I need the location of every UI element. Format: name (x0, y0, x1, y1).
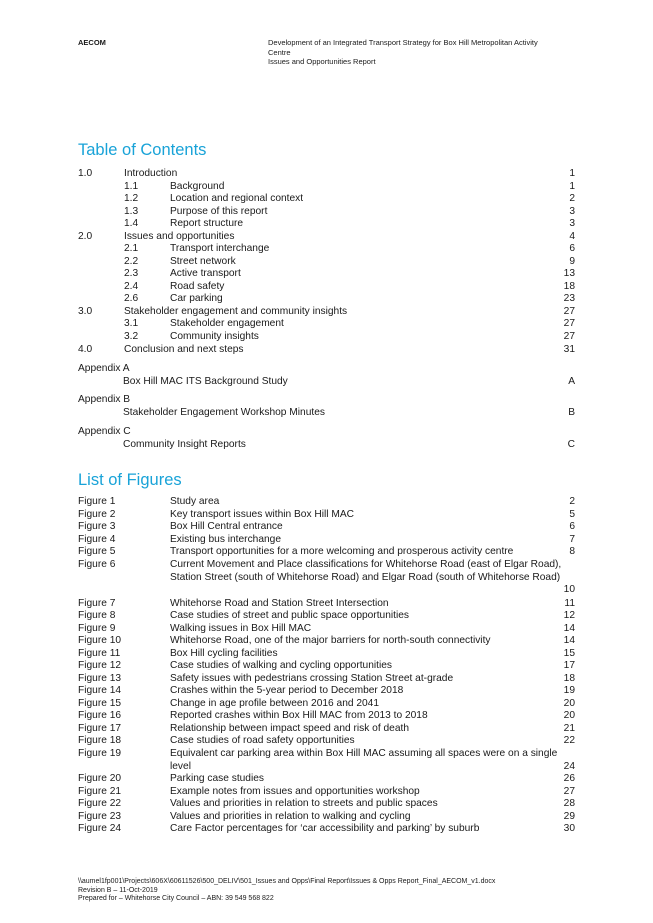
toc-entry-page: 1 (569, 168, 575, 179)
figure-title: Safety issues with pedestrians crossing Station Street at-grade (170, 673, 454, 684)
figure-page: 10 (563, 584, 575, 595)
figure-label: Figure 20 (78, 773, 122, 784)
figure-title: Case studies of street and public space opportunities (170, 610, 409, 621)
toc-entry-page: 27 (563, 306, 575, 317)
toc-subentry-number: 2.4 (124, 281, 139, 292)
figure-label: Figure 7 (78, 598, 116, 609)
toc-subentry-title: Transport interchange (170, 243, 270, 254)
toc-entry-number: 4.0 (78, 344, 93, 355)
figure-label: Figure 23 (78, 811, 122, 822)
toc-entry-page: 4 (569, 231, 575, 242)
figure-title: Whitehorse Road, one of the major barriers for north-south connectivity (170, 635, 491, 646)
appendix-page: B (568, 407, 575, 418)
toc-entry-page: 13 (563, 268, 575, 279)
toc-subentry-number: 3.2 (124, 331, 139, 342)
toc-entry-page: 6 (569, 243, 575, 254)
toc-subentry-title: Road safety (170, 281, 225, 292)
figure-title: Change in age profile between 2016 and 2041 (170, 698, 380, 709)
toc-entry-title: Conclusion and next steps (124, 344, 244, 355)
figure-label: Figure 21 (78, 786, 122, 797)
figure-page: 27 (563, 786, 575, 797)
figure-title: Relationship between impact speed and risk of death (170, 723, 409, 734)
figure-page: 21 (563, 723, 575, 734)
figure-label: Figure 14 (78, 685, 122, 696)
document-title (268, 38, 568, 67)
toc-entry-title: Issues and opportunities (124, 231, 235, 242)
appendix-page: A (568, 376, 575, 387)
figure-page: 8 (569, 546, 575, 557)
toc-subentry-number: 2.2 (124, 256, 139, 267)
lof-heading: List of Figures (78, 471, 182, 489)
toc-subentry-number: 2.3 (124, 268, 139, 279)
toc-entry-page: 9 (569, 256, 575, 267)
figure-label: Figure 22 (78, 798, 122, 809)
footer-path: \\aumel1fp001\Projects\606X\60611526\500_DELIV\501_Issues and Opps\Final Report\Issues & Opps Report_Final_AECOM_v1.docx (78, 878, 496, 885)
toc-entry-number: 1.0 (78, 168, 93, 179)
figure-title: Care Factor percentages for ‘car accessibility and parking’ by suburb (170, 823, 480, 834)
figure-title: Current Movement and Place classifications for Whitehorse Road (east of Elgar Road), Station Street (south of Whitehorse Road) and Elgar Road (south of Whitehorse Road) (170, 559, 562, 583)
document-title-line1: Development of an Integrated Transport Strategy for Box Hill Metropolitan Activity (268, 38, 538, 47)
document-subtitle: Issues and Opportunities Report (268, 57, 376, 66)
appendix-title: Community Insight Reports (123, 439, 246, 450)
figure-page: 24 (563, 760, 575, 772)
figure-title: Whitehorse Road and Station Street Intersection (170, 598, 389, 609)
figure-label: Figure 17 (78, 723, 122, 734)
appendix-page: C (567, 439, 575, 450)
toc-entry-page: 27 (563, 318, 575, 329)
figure-page: 6 (569, 521, 575, 532)
figure-page: 12 (563, 610, 575, 621)
footer-prepared-for: Prepared for – Whitehorse City Council – ABN: 39 549 568 822 (78, 895, 274, 903)
toc-subentry-number: 1.4 (124, 218, 139, 229)
figure-page: 20 (563, 710, 575, 721)
figure-page: 26 (563, 773, 575, 784)
figure-page: 18 (563, 673, 575, 684)
toc-subentry-title: Location and regional context (170, 193, 304, 204)
figure-label: Figure 19 (78, 748, 122, 759)
toc-entry-page: 23 (563, 293, 575, 304)
figure-page: 5 (569, 509, 575, 520)
figure-title: Existing bus interchange (170, 534, 281, 545)
appendix-title: Box Hill MAC ITS Background Study (123, 376, 288, 387)
figure-page: 29 (563, 811, 575, 822)
toc-entry-page: 3 (569, 206, 575, 217)
figure-page: 2 (569, 496, 575, 507)
figure-title: Values and priorities in relation to walking and cycling (170, 811, 411, 822)
figure-label: Figure 10 (78, 635, 122, 646)
figure-title: Key transport issues within Box Hill MAC (170, 509, 355, 520)
page-footer (78, 878, 495, 904)
figure-label: Figure 16 (78, 710, 122, 721)
figure-page: 17 (563, 660, 575, 671)
figure-page: 22 (563, 735, 575, 746)
toc-entry-page: 1 (569, 181, 575, 192)
toc-subentry-title: Report structure (170, 218, 244, 229)
toc-subentry-title: Community insights (170, 331, 259, 342)
toc-subentry-number: 2.1 (124, 243, 139, 254)
toc-entry-page: 18 (563, 281, 575, 292)
figure-label: Figure 2 (78, 509, 116, 520)
toc-subentry-number: 1.2 (124, 193, 139, 204)
figure-title: Example notes from issues and opportunities workshop (170, 786, 420, 797)
figure-label: Figure 8 (78, 610, 116, 621)
figure-label: Figure 9 (78, 623, 116, 634)
toc-subentry-number: 2.6 (124, 293, 139, 304)
toc-subentry-title: Stakeholder engagement (170, 318, 284, 329)
figure-label: Figure 11 (78, 648, 121, 659)
figure-title: Case studies of road safety opportunities (170, 735, 355, 746)
footer-revision: Revision B – 11-Oct-2019 (78, 886, 158, 894)
toc-entry-title: Introduction (124, 168, 178, 179)
figure-label: Figure 12 (78, 660, 122, 671)
appendix-title: Stakeholder Engagement Workshop Minutes (123, 407, 325, 418)
appendix-label: Appendix A (78, 363, 130, 374)
toc-subentry-number: 1.1 (124, 181, 139, 192)
figure-page: 11 (564, 598, 575, 609)
toc-subentry-number: 3.1 (124, 318, 139, 329)
toc-entry-number: 3.0 (78, 306, 93, 317)
figure-label: Figure 15 (78, 698, 122, 709)
appendix-label: Appendix C (78, 426, 131, 437)
figure-page: 19 (563, 685, 575, 696)
figure-page: 30 (563, 823, 575, 834)
figure-page: 20 (563, 698, 575, 709)
company-name: AECOM (78, 38, 106, 47)
figure-page: 15 (563, 648, 575, 659)
figure-title: Study area (170, 496, 220, 507)
figure-page: 14 (563, 623, 575, 634)
toc-entry-page: 27 (563, 331, 575, 342)
toc-subentry-number: 1.3 (124, 206, 139, 217)
figure-title: Walking issues in Box Hill MAC (170, 623, 312, 634)
figure-title: Reported crashes within Box Hill MAC from 2013 to 2018 (170, 710, 428, 721)
toc-entry-page: 31 (563, 344, 575, 355)
figure-label: Figure 24 (78, 823, 122, 834)
toc-entry-page: 2 (569, 193, 575, 204)
toc-subentry-title: Purpose of this report (170, 206, 268, 217)
figure-label: Figure 6 (78, 559, 116, 570)
figure-title: Equivalent car parking area within Box Hill MAC assuming all spaces were on a single level (170, 748, 558, 772)
figure-label: Figure 1 (78, 496, 116, 507)
toc-entry-number: 2.0 (78, 231, 93, 242)
figure-page: 14 (563, 635, 575, 646)
figure-label: Figure 13 (78, 673, 122, 684)
toc-subentry-title: Active transport (170, 268, 241, 279)
toc-subentry-title: Street network (170, 256, 236, 267)
figure-title: Values and priorities in relation to streets and public spaces (170, 798, 438, 809)
figure-label: Figure 4 (78, 534, 116, 545)
toc-subentry-title: Background (170, 181, 225, 192)
figure-label: Figure 18 (78, 735, 122, 746)
figure-page: 28 (563, 798, 575, 809)
figure-title: Parking case studies (170, 773, 265, 784)
figure-title: Crashes within the 5-year period to December 2018 (170, 685, 404, 696)
figure-title: Transport opportunities for a more welcoming and prosperous activity centre (170, 546, 514, 557)
toc-entry-page: 3 (569, 218, 575, 229)
appendix-label: Appendix B (78, 394, 131, 405)
figure-title: Box Hill cycling facilities (170, 648, 278, 659)
figure-label: Figure 5 (78, 546, 116, 557)
toc-heading: Table of Contents (78, 141, 207, 159)
figure-page: 7 (569, 534, 575, 545)
figure-title: Box Hill Central entrance (170, 521, 283, 532)
toc-entry-title: Stakeholder engagement and community insights (124, 306, 348, 317)
document-title-line2: Centre (268, 47, 291, 57)
figure-label: Figure 3 (78, 521, 116, 532)
figure-title: Case studies of walking and cycling opportunities (170, 660, 392, 671)
toc-subentry-title: Car parking (170, 293, 223, 304)
